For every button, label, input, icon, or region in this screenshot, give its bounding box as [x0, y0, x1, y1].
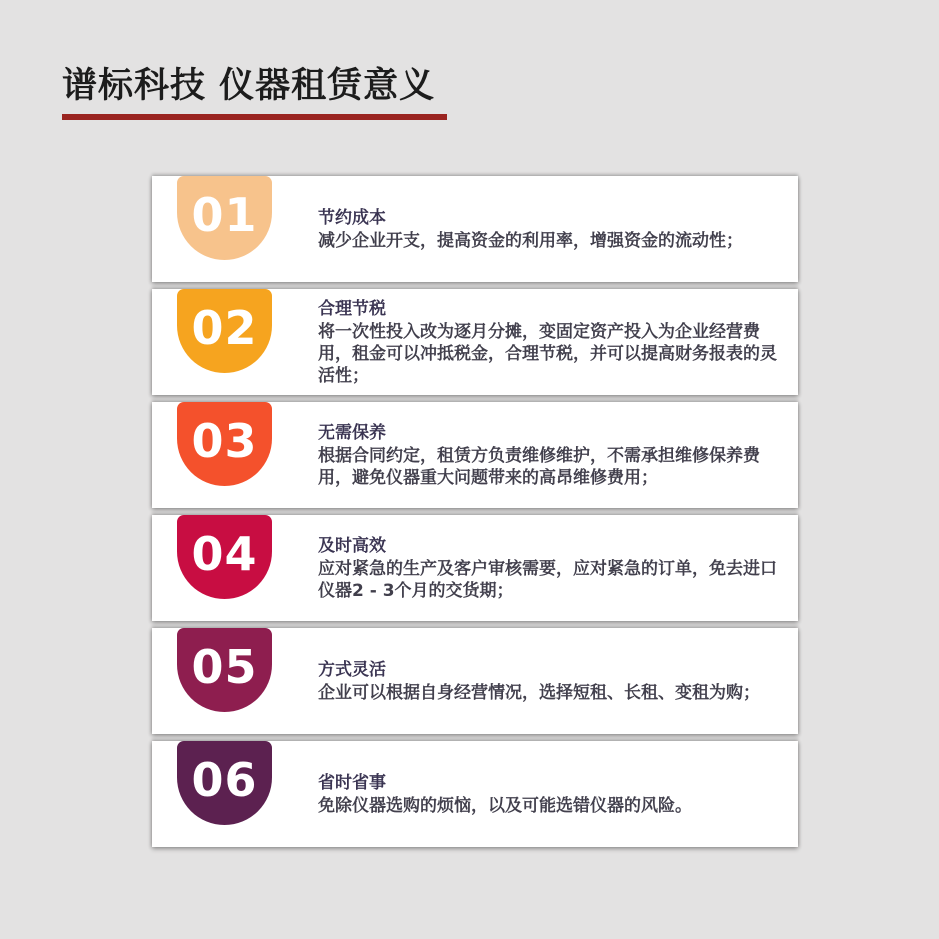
item-description: 应对紧急的生产及客户审核需要，应对紧急的订单，免去进口仪器2 - 3个月的交货期；	[318, 558, 777, 601]
item-text	[318, 741, 788, 847]
item-text	[318, 176, 788, 282]
list-item	[152, 515, 798, 621]
item-text	[318, 628, 788, 734]
title-underline	[62, 114, 447, 120]
list-item	[152, 289, 798, 395]
list-item	[152, 741, 798, 847]
list-item	[152, 402, 798, 508]
item-title: 节约成本	[318, 207, 386, 228]
item-description: 企业可以根据自身经营情况，选择短租、长租、变租为购；	[318, 682, 760, 703]
item-title: 无需保养	[318, 422, 386, 443]
list-item	[152, 628, 798, 734]
item-description: 免除仪器选购的烦恼，以及可能选错仪器的风险。	[318, 795, 692, 816]
number-badge: 04	[177, 515, 272, 599]
slide-header	[62, 58, 435, 108]
item-description: 减少企业开支，提高资金的利用率，增强资金的流动性；	[318, 230, 743, 251]
list-item	[152, 176, 798, 282]
number-badge: 06	[177, 741, 272, 825]
benefits-list	[152, 176, 798, 847]
number-badge: 01	[177, 176, 272, 260]
item-description: 将一次性投入改为逐月分摊，变固定资产投入为企业经营费用，租金可以冲抵税金，合理节税，并可以提高财务报表的灵活性；	[318, 321, 777, 386]
item-text	[318, 515, 788, 621]
page-title: 谱标科技 仪器租赁意义	[62, 65, 436, 106]
number-badge: 05	[177, 628, 272, 712]
item-text	[318, 289, 788, 395]
item-description: 根据合同约定，租赁方负责维修维护，不需承担维修保养费用，避免仪器重大问题带来的高昂维修费用；	[318, 445, 760, 488]
item-text	[318, 402, 788, 508]
number-badge: 02	[177, 289, 272, 373]
item-title: 方式灵活	[318, 659, 386, 680]
item-title: 及时高效	[318, 535, 386, 556]
number-badge: 03	[177, 402, 272, 486]
item-title: 省时省事	[318, 772, 386, 793]
item-title: 合理节税	[318, 298, 386, 319]
